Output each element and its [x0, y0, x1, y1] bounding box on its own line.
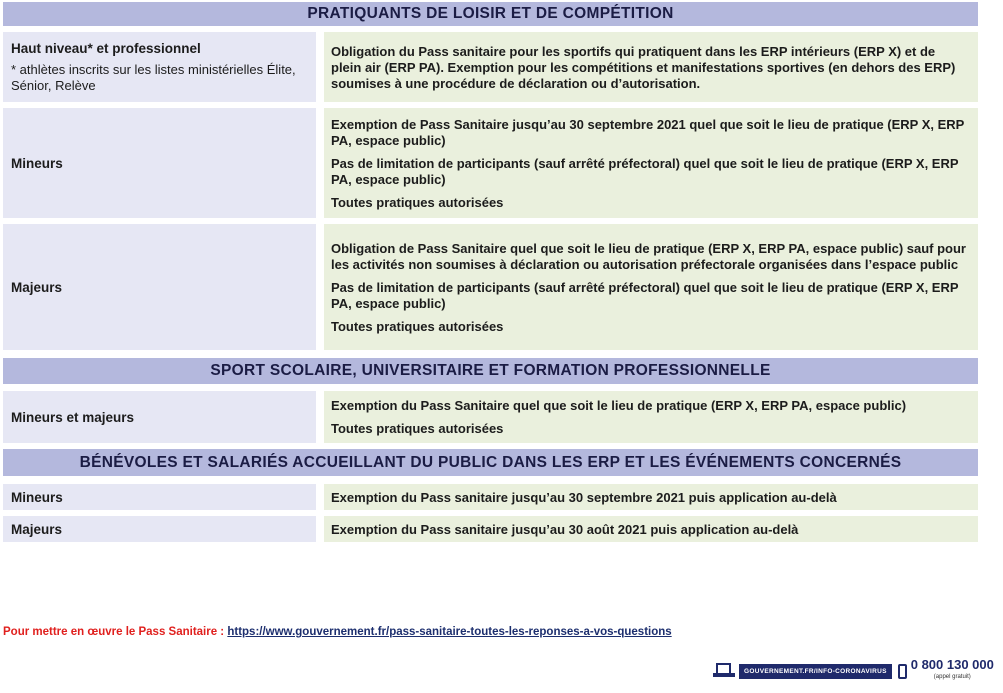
rule-text: Exemption du Pass sanitaire jusqu’au 30 août 2021 puis application au-delà — [331, 521, 799, 537]
rule-text: Pas de limitation de participants (sauf arrêté préfectoral) quel que soit le lieu de pratique (ERP X, ERP PA, espace public) — [331, 279, 959, 311]
rule-text: Toutes pratiques autorisées — [331, 421, 504, 436]
rule-text: Exemption du Pass Sanitaire quel que soit le lieu de pratique (ERP X, ERP PA, espace public) — [331, 398, 907, 413]
row-label-cell — [3, 32, 316, 102]
row-content-cell — [324, 484, 978, 510]
rule-text: Exemption du Pass sanitaire jusqu’au 30 septembre 2021 puis application au-delà — [331, 489, 837, 505]
row-label: Haut niveau* et professionnel — [11, 40, 201, 56]
row-label: Majeurs — [11, 279, 63, 295]
row-content-cell — [324, 32, 978, 102]
section-title-text: BÉNÉVOLES ET SALARIÉS ACCUEILLANT DU PUBLIC DANS LES ERP ET LES ÉVÉNEMENTS CONCERNÉS — [79, 453, 902, 471]
laptop-icon — [713, 663, 735, 679]
row-label-cell — [3, 391, 316, 443]
table-row-haut-niveau — [3, 32, 978, 102]
rule-text: Obligation de Pass Sanitaire quel que soit le lieu de pratique (ERP X, ERP PA, espace public) sauf pour les activités non soumises à déclaration ou autorisation préfectorale organisées dans l’espace public — [331, 240, 966, 272]
row-label-cell — [3, 484, 316, 510]
rule-text: Exemption de Pass Sanitaire jusqu’au 30 septembre 2021 quel que soit le lieu de pratique (ERP X, ERP PA, espace public) — [331, 116, 965, 148]
row-label-cell — [3, 516, 316, 542]
row-label: Mineurs — [11, 489, 63, 505]
section-title-text: SPORT SCOLAIRE, UNIVERSITAIRE ET FORMATION PROFESSIONNELLE — [210, 362, 771, 379]
section-title-sport-scolaire — [3, 358, 978, 384]
section-title-loisir-competition — [3, 2, 978, 26]
row-content-cell — [324, 391, 978, 443]
row-label-cell — [3, 108, 316, 218]
gov-website-badge[interactable]: GOUVERNEMENT.FR/INFO-CORONAVIRUS — [739, 664, 892, 679]
row-label-cell — [3, 224, 316, 350]
section-title-text: PRATIQUANTS DE LOISIR ET DE COMPÉTITION — [307, 5, 674, 22]
row-label-note: * athlètes inscrits sur les listes ministérielles Élite, Sénior, Relève — [11, 61, 296, 93]
table-row-mineurs-majeurs — [3, 391, 978, 443]
phone-icon — [898, 664, 907, 679]
phone-number — [911, 659, 994, 683]
table-row-majeurs — [3, 224, 978, 350]
phone-number-text: 0 800 130 000 — [910, 657, 994, 672]
rule-text: Obligation du Pass sanitaire pour les sportifs qui pratiquent dans les ERP intérieurs (ERP X) et de plein air (ERP PA). Exemption pour les compétitions et manifestations sportives (en dehors des ERP) soumises à une procédure de déclaration ou d’autorisation. — [331, 43, 956, 91]
section-title-benevoles-salaries — [3, 449, 978, 476]
pass-sanitaire-link[interactable]: https://www.gouvernement.fr/pass-sanitaire-toutes-les-reponses-a-vos-questions — [227, 626, 672, 638]
table-row-majeurs-benevoles — [3, 516, 978, 542]
row-content-cell — [324, 224, 978, 350]
rule-text: Toutes pratiques autorisées — [331, 194, 504, 210]
row-content-cell — [324, 516, 978, 542]
rule-text: Pas de limitation de participants (sauf arrêté préfectoral) quel que soit le lieu de pratique (ERP X, ERP PA, espace public) — [331, 155, 959, 187]
phone-note: (appel gratuit) — [933, 674, 971, 680]
row-content-cell — [324, 108, 978, 218]
row-label: Mineurs et majeurs — [11, 409, 135, 425]
row-label: Mineurs — [11, 155, 63, 171]
footer-info — [3, 626, 672, 638]
row-label: Majeurs — [11, 521, 63, 537]
table-row-mineurs — [3, 108, 978, 218]
footer-prefix: Pour mettre en œuvre le Pass Sanitaire : — [3, 626, 225, 638]
rule-text: Toutes pratiques autorisées — [331, 318, 504, 334]
table-row-mineurs-benevoles — [3, 484, 978, 510]
government-contact-block — [713, 657, 994, 681]
